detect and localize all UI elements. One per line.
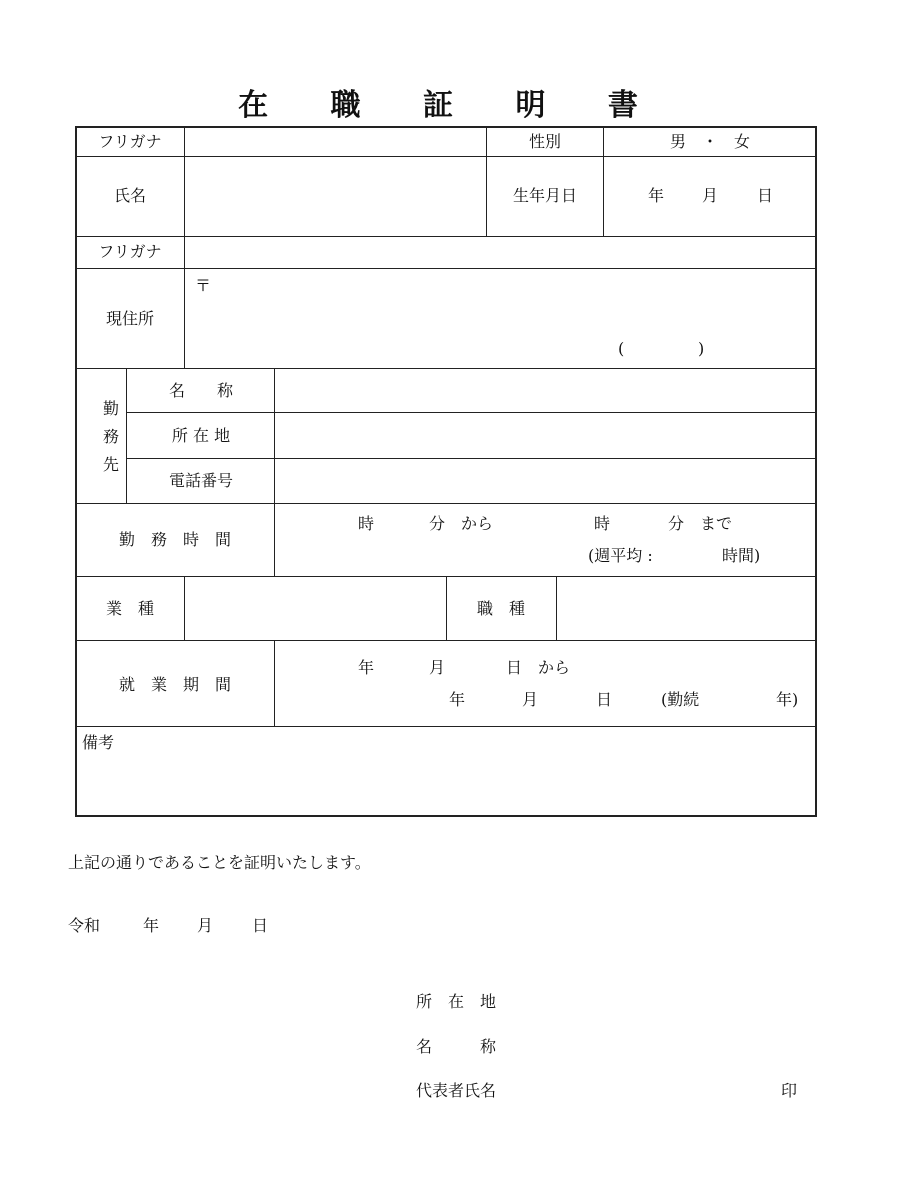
phone-paren-close: ) [698, 339, 705, 358]
issue-day-unit: 日 [252, 916, 269, 935]
period-start-year-unit: 年 [358, 658, 375, 677]
address-label: 現住所 [105, 309, 155, 328]
workplace-address-field[interactable] [276, 413, 815, 458]
hours-start-hour-unit: 時 [358, 514, 375, 533]
form-border-left [75, 126, 77, 817]
row-divider [75, 726, 817, 727]
workplace-name-label: 名 称 [168, 381, 234, 400]
workplace-label-2: 務 [102, 427, 119, 446]
birth-day-unit: 日 [757, 186, 774, 205]
phone-paren-open: ( [618, 339, 625, 358]
period-start-month-unit: 月 [429, 658, 446, 677]
birthdate-label: 生年月日 [512, 186, 578, 205]
period-end-day-unit: 日 [596, 690, 613, 709]
company-name-label: 名 称 [416, 1037, 497, 1056]
gender-label: 性別 [528, 132, 562, 151]
col-divider [126, 368, 127, 503]
col-divider [184, 576, 185, 640]
address-field[interactable] [186, 269, 815, 368]
workplace-phone-label: 電話番号 [168, 471, 234, 490]
representative-name-label: 代表者氏名 [416, 1081, 497, 1100]
birth-month-unit: 月 [702, 186, 719, 205]
col-divider [446, 576, 447, 640]
page-title: 在 職 証 明 書 [238, 88, 664, 123]
postal-mark: 〒 [195, 276, 212, 295]
furigana-field[interactable] [186, 128, 485, 156]
birth-year-unit: 年 [648, 186, 665, 205]
col-divider [274, 368, 275, 576]
furigana-label: フリガナ [98, 132, 162, 151]
gender-options[interactable]: 男 ・ 女 [669, 132, 751, 151]
employment-period-field[interactable] [276, 641, 815, 726]
weekly-average-unit: 時間) [722, 546, 761, 565]
issue-month-unit: 月 [197, 916, 214, 935]
issue-year-unit: 年 [143, 916, 160, 935]
job-type-label: 職 種 [476, 599, 526, 618]
col-divider [184, 126, 185, 368]
workplace-label-1: 勤 [102, 399, 119, 418]
weekly-average-label: (週平均 : [588, 546, 653, 565]
hours-end-hour-unit: 時 [594, 514, 611, 533]
name-label: 氏名 [113, 186, 147, 205]
era-label: 令和 [68, 916, 101, 935]
company-address-label: 所 在 地 [416, 992, 497, 1011]
hours-start-minute-unit: 分 から [429, 514, 494, 533]
period-start-day-unit: 日 から [506, 658, 571, 677]
workplace-name-field[interactable] [276, 369, 815, 412]
industry-label: 業 種 [105, 599, 155, 618]
workplace-label-3: 先 [102, 455, 119, 474]
col-divider [274, 640, 275, 726]
form-border-bottom [75, 815, 817, 817]
furigana-address-label: フリガナ [98, 242, 162, 261]
certification-statement: 上記の通りであることを証明いたします。 [68, 853, 371, 872]
name-field[interactable] [186, 157, 485, 236]
employment-period-label: 就 業 期 間 [118, 675, 232, 694]
period-end-year-unit: 年 [449, 690, 466, 709]
col-divider [486, 126, 487, 236]
remarks-label: 備考 [82, 733, 115, 752]
tenure-unit: 年) [776, 690, 799, 709]
seal-mark: 印 [781, 1081, 798, 1100]
remarks-field[interactable] [77, 755, 815, 815]
industry-field[interactable] [186, 577, 445, 640]
working-hours-label: 勤 務 時 間 [118, 530, 232, 549]
col-divider [556, 576, 557, 640]
form-border-right [815, 126, 817, 817]
furigana-address-field[interactable] [186, 237, 815, 268]
tenure-label: (勤続 [661, 690, 700, 709]
period-end-month-unit: 月 [522, 690, 539, 709]
job-type-field[interactable] [558, 577, 815, 640]
workplace-phone-field[interactable] [276, 459, 815, 503]
hours-end-minute-unit: 分 まで [668, 514, 733, 533]
workplace-address-label: 所 在 地 [171, 426, 231, 445]
working-hours-field[interactable] [276, 504, 815, 576]
